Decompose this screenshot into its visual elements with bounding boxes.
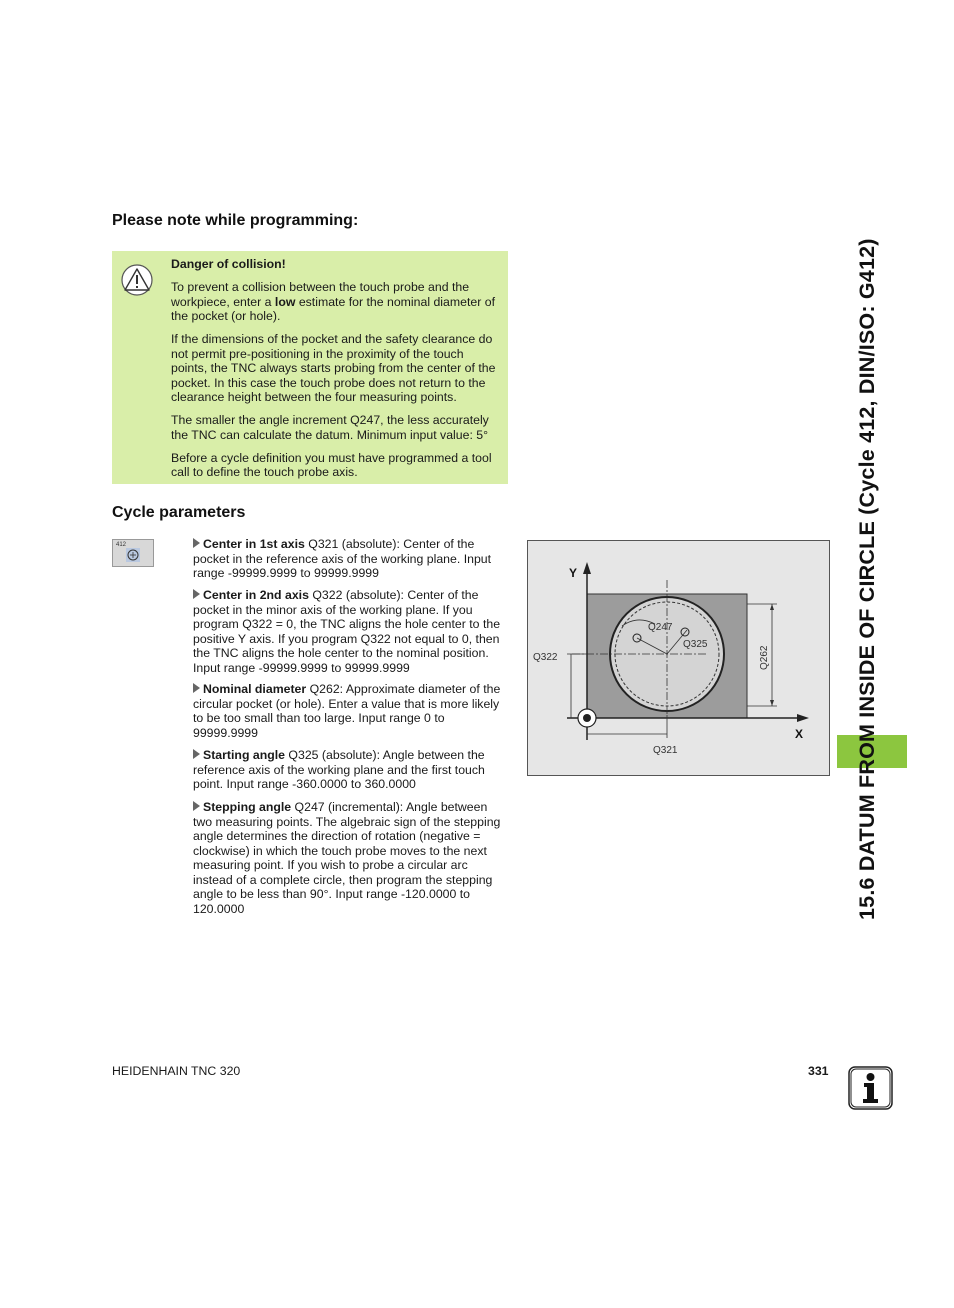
note-paragraph-4: Before a cycle definition you must have programmed a tool call to define the touch probe axis.	[171, 450, 492, 479]
params-section-heading: Cycle parameters	[112, 504, 246, 521]
bullet-arrow-icon	[193, 801, 200, 811]
cycle-412-diagram	[527, 540, 830, 776]
collision-warning-box	[112, 251, 508, 484]
circle-datum-icon	[126, 548, 140, 562]
bullet-arrow-icon	[193, 589, 200, 599]
param-nominal-diameter: Nominal diameter Q262: Approximate diameter of the circular pocket (or hole). Enter a value that is more likely to be too small than too large. Input range 0 to 99999.9999	[193, 682, 501, 740]
footer-brand: HEIDENHAIN TNC 320	[112, 1064, 241, 1078]
cycle-412-softkey[interactable]	[112, 539, 154, 567]
diagram-q322-label: Q322	[533, 652, 558, 663]
diagram-q321-label: Q321	[653, 745, 678, 756]
param-starting-angle: Starting angle Q325 (absolute): Angle between the reference axis of the working plane and the first touch point. Input range -360.0000 to 360.0000	[193, 748, 485, 791]
diagram-x-axis-label: X	[795, 727, 804, 741]
bullet-arrow-icon	[193, 683, 200, 693]
note-paragraph-3: The smaller the angle increment Q247, the less accurately the TNC can calculate the datum. Minimum input value: 5°	[171, 413, 489, 442]
param-stepping-angle: Stepping angle Q247 (incremental): Angle between two measuring points. The algebraic sign of the stepping angle determines the direction of rotation (negative = clockwise) in which the touch probe moves to the next measuring point. If you wish to probe a circular arc instead of a complete circle, then program the stepping angle to be less than 90°. Input range -120.0000 to 120.0000	[193, 800, 501, 916]
info-i-icon	[848, 1066, 893, 1110]
diagram-y-axis-label: Y	[569, 566, 578, 580]
page-number: 331	[808, 1064, 829, 1078]
bullet-arrow-icon	[193, 538, 200, 548]
sidebar-chapter-title: 15.6 DATUM FROM INSIDE OF CIRCLE (Cycle 412, DIN/ISO: G412)	[855, 238, 879, 920]
param-center-1st-axis: Center in 1st axis Q321 (absolute): Center of the pocket in the reference axis of the working plane. Input range -99999.9999 to 99999.9999	[193, 537, 492, 580]
bullet-arrow-icon	[193, 749, 200, 759]
note-section-heading: Please note while programming:	[112, 212, 359, 229]
note-paragraph-2: If the dimensions of the pocket and the safety clearance do not permit pre-positioning in the proximity of the touch points, the TNC always starts probing from the center of the pocket. In this case the touch probe does not return to the clearance height between the four measuring points.	[171, 332, 496, 404]
diagram-q262-label: Q262	[759, 645, 770, 670]
diagram-q247-label: Q247	[648, 622, 673, 633]
softkey-label: 412	[116, 542, 127, 548]
note-paragraph-1: To prevent a collision between the touch probe and the workpiece, enter a low estimate for the nominal diameter of the pocket (or hole).	[171, 280, 495, 323]
warning-triangle-icon	[121, 264, 153, 296]
param-center-2nd-axis: Center in 2nd axis Q322 (absolute): Center of the pocket in the minor axis of the working plane. If you program Q322 = 0, the TNC aligns the hole center to the positive Y axis. If you program Q322 not equal to 0, then the TNC aligns the hole center to the nominal position. Input range -99999.9999 to 99999.9999	[193, 588, 501, 675]
note-title: Danger of collision!	[171, 257, 286, 271]
diagram-q325-label: Q325	[683, 639, 708, 650]
